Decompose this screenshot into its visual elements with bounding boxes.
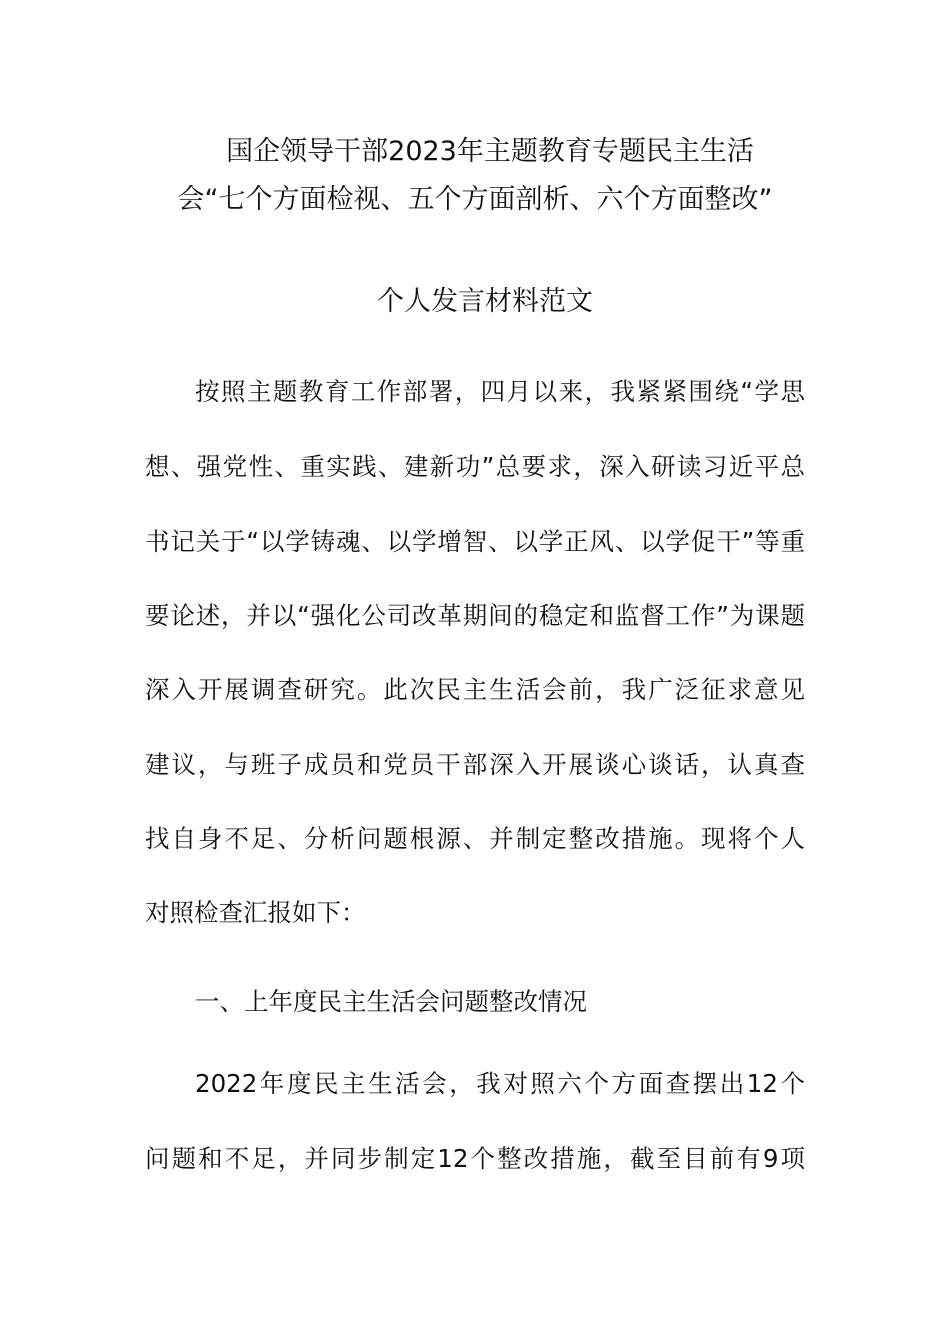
section-1-paragraph-line: 2022年度民主生活会，我对照六个方面查摆出12个 <box>195 1069 805 1098</box>
intro-paragraph-line: 找自身不足、分析问题根源、并制定整改措施。现将个人 <box>145 824 805 853</box>
intro-paragraph-line: 按照主题教育工作部署，四月以来，我紧紧围绕“学思 <box>195 377 805 406</box>
document-title-line-3: 个人发言材料范文 <box>377 286 593 317</box>
document-title-line-2: 会“七个方面检视、五个方面剖析、六个方面整改” <box>177 184 773 215</box>
intro-paragraph-line: 对照检查汇报如下： <box>145 898 366 927</box>
intro-paragraph-line: 建议，与班子成员和党员干部深入开展谈心谈话，认真查 <box>145 750 805 779</box>
intro-paragraph-line: 要论述，并以“强化公司改革期间的稳定和监督工作”为课题 <box>145 601 805 630</box>
section-heading-1: 一、上年度民主生活会问题整改情况 <box>195 987 587 1016</box>
intro-paragraph-line: 深入开展调查研究。此次民主生活会前，我广泛征求意见 <box>145 675 805 704</box>
intro-paragraph-line: 书记关于“以学铸魂、以学增智、以学正风、以学促干”等重 <box>145 527 805 556</box>
section-1-paragraph-line: 问题和不足，并同步制定12个整改措施，截至目前有9项 <box>145 1144 805 1173</box>
document-title-line-1: 国企领导干部2023年主题教育专题民主生活 <box>226 136 754 167</box>
intro-paragraph-line: 想、强党性、重实践、建新功”总要求，深入研读习近平总 <box>145 452 805 481</box>
